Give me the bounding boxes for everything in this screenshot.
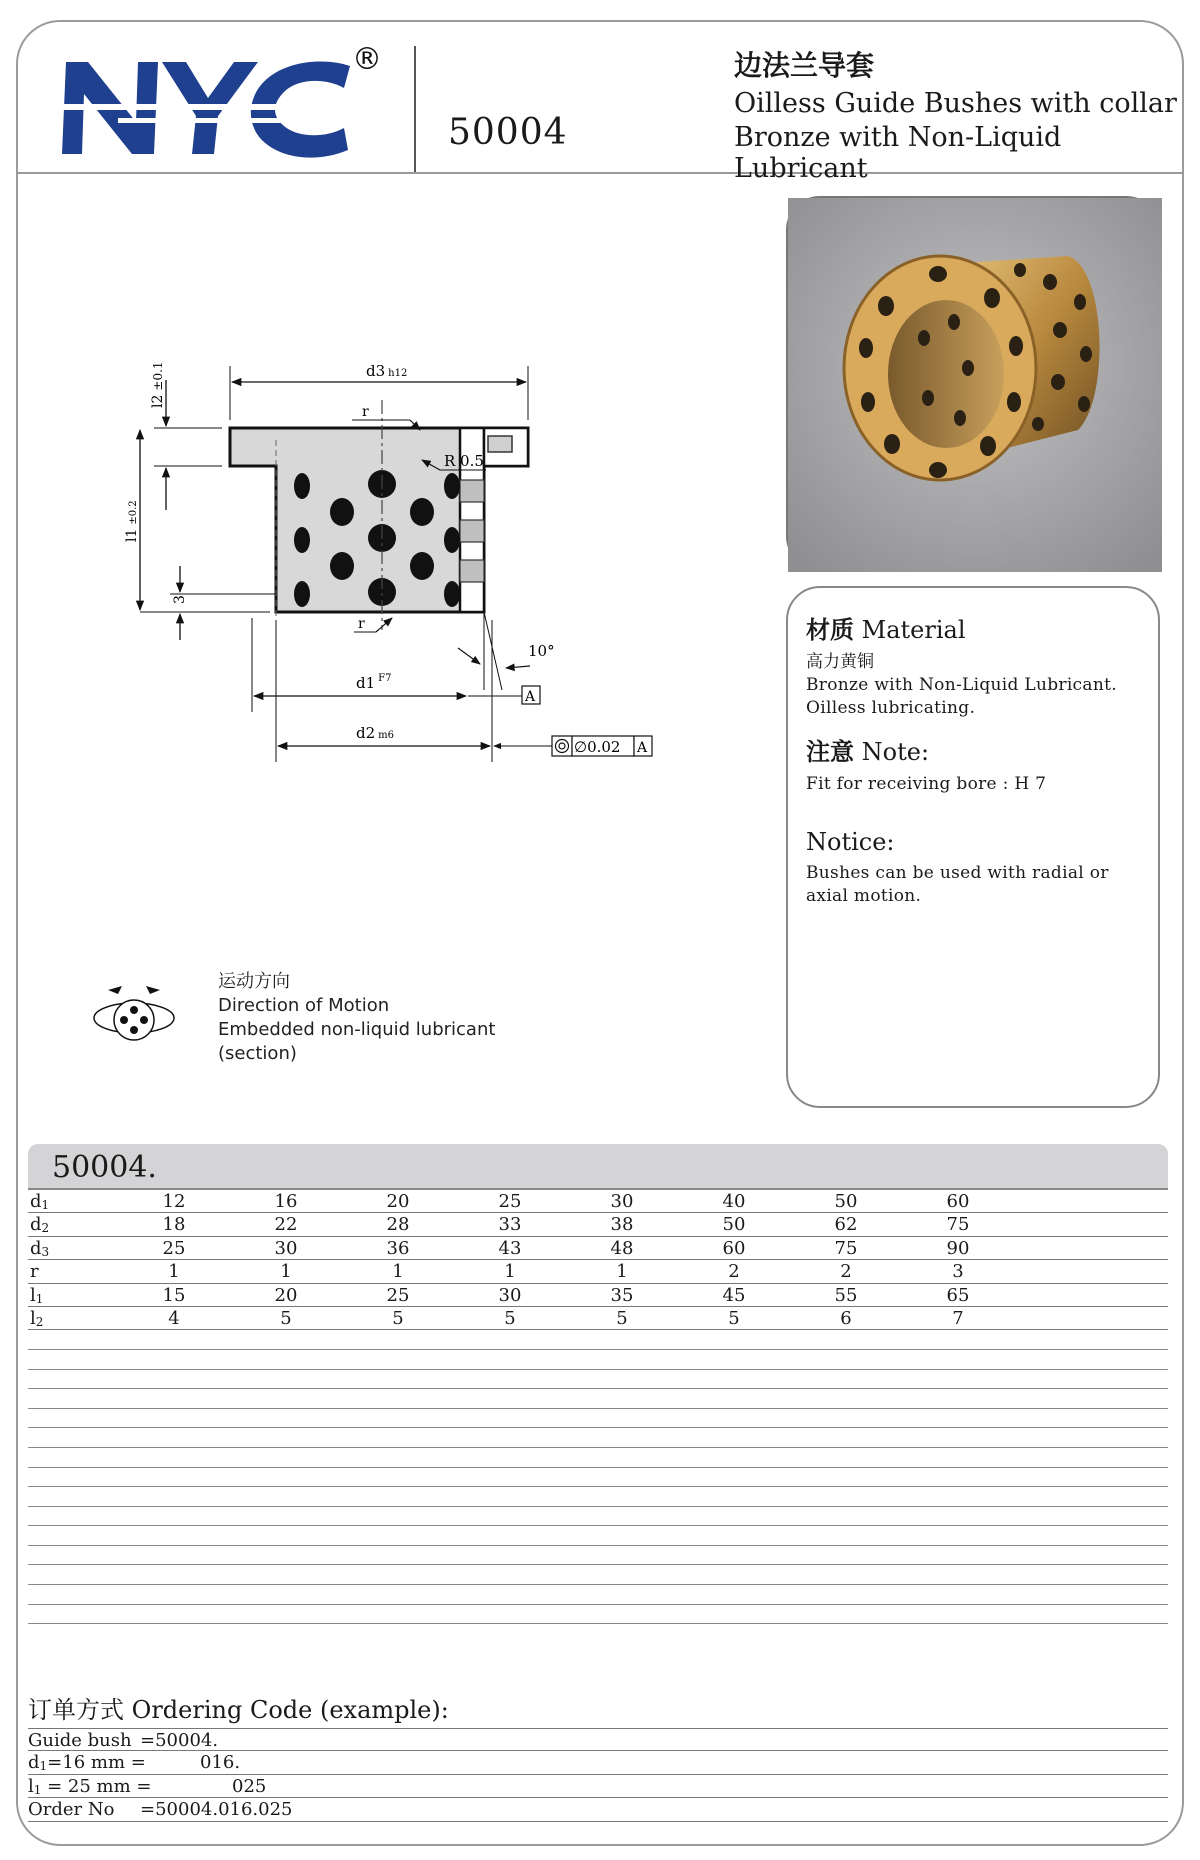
table-row bbox=[28, 1260, 1168, 1283]
table-row-empty bbox=[28, 1605, 1168, 1625]
ordering-title-en: Ordering Code (example): bbox=[131, 1696, 449, 1724]
svg-text:d3h12 bbox=[366, 362, 407, 380]
order-value: 025 bbox=[232, 1775, 267, 1797]
table-cell: 25 bbox=[162, 1237, 186, 1259]
row-label-sub: 3 bbox=[41, 1244, 50, 1259]
table-cell: 36 bbox=[386, 1237, 410, 1259]
dim-l2-tol: ±0.1 bbox=[151, 361, 165, 391]
table-cell: 6 bbox=[840, 1307, 852, 1329]
material-heading-en: Material bbox=[861, 616, 966, 644]
notice-heading: Notice: bbox=[806, 828, 895, 856]
nyc-logo bbox=[58, 58, 358, 158]
table-cell: 43 bbox=[498, 1237, 522, 1259]
table-row-empty bbox=[28, 1565, 1168, 1585]
dim-l2: l2 bbox=[150, 394, 166, 408]
table-cell: 5 bbox=[616, 1307, 628, 1329]
dim-d3-tol: h12 bbox=[388, 368, 408, 379]
table-cell: 12 bbox=[162, 1191, 186, 1212]
order-row bbox=[28, 1751, 1168, 1774]
table-row-empty bbox=[28, 1448, 1168, 1468]
table-cell: 3 bbox=[952, 1261, 964, 1283]
ordering-title-cn: 订单方式 bbox=[28, 1696, 124, 1724]
dim-angle: 10° bbox=[528, 642, 555, 660]
table-title: 50004. bbox=[28, 1144, 1168, 1190]
table-row-empty bbox=[28, 1389, 1168, 1409]
table-cell: 50 bbox=[722, 1214, 746, 1236]
order-key-sub: 1 bbox=[33, 1782, 42, 1797]
concentricity-value: ∅0.02 bbox=[574, 738, 621, 756]
datum-label: A bbox=[525, 689, 536, 705]
order-key-part: =16 mm = bbox=[47, 1752, 146, 1774]
row-label-symbol: d bbox=[30, 1214, 42, 1236]
table-row bbox=[28, 1307, 1168, 1330]
row-label-symbol: l bbox=[30, 1284, 36, 1306]
motion-line2: Embedded non-liquid lubricant bbox=[218, 1019, 496, 1040]
order-row bbox=[28, 1798, 1168, 1821]
motion-cn: 运动方向 bbox=[218, 971, 290, 992]
note-heading bbox=[806, 732, 1142, 767]
dimensions-table bbox=[28, 1144, 1168, 1624]
motion-line1: Direction of Motion bbox=[218, 995, 390, 1016]
table-row-empty bbox=[28, 1428, 1168, 1448]
svg-text:d1F7 bbox=[356, 673, 391, 692]
dim-chamfer: 3 bbox=[172, 595, 188, 604]
table-cell: 2 bbox=[840, 1261, 852, 1283]
table-row-empty bbox=[28, 1409, 1168, 1429]
dim-r-bottom: r bbox=[358, 616, 365, 632]
row-label-sub: 2 bbox=[41, 1221, 50, 1236]
note-heading-cn: 注意 bbox=[806, 738, 854, 766]
row-label-symbol: r bbox=[30, 1261, 39, 1283]
motion-line3: (section) bbox=[218, 1043, 297, 1064]
table-cell: 22 bbox=[274, 1214, 298, 1236]
info-panel bbox=[786, 586, 1160, 1108]
table-cell: 25 bbox=[498, 1191, 522, 1212]
table-cell: 33 bbox=[498, 1214, 522, 1236]
title-english-line2: Bronze with Non-Liquid Lubricant bbox=[734, 122, 1062, 184]
table-row bbox=[28, 1284, 1168, 1307]
dim-d3: d3 bbox=[366, 362, 386, 380]
dim-d1: d1 bbox=[356, 674, 376, 692]
table-cell: 28 bbox=[386, 1214, 410, 1236]
note-desc: Fit for receiving bore : H 7 bbox=[806, 774, 1047, 794]
row-label-sub: 1 bbox=[41, 1198, 50, 1212]
material-heading bbox=[806, 610, 1142, 645]
table-row-empty bbox=[28, 1350, 1168, 1370]
order-value: 016. bbox=[200, 1752, 241, 1774]
table-cell: 5 bbox=[504, 1307, 516, 1329]
table-cell: 4 bbox=[168, 1307, 180, 1329]
table-cell: 30 bbox=[274, 1237, 298, 1259]
table-cell: 1 bbox=[168, 1261, 180, 1283]
table-cell: 35 bbox=[610, 1284, 634, 1306]
table-row-empty bbox=[28, 1468, 1168, 1488]
product-photo bbox=[786, 196, 1160, 570]
table-row-empty bbox=[28, 1330, 1168, 1350]
dim-d2: d2 bbox=[356, 724, 376, 742]
dim-l1-tol: ±0.2 bbox=[128, 500, 139, 525]
order-row bbox=[28, 1775, 1168, 1798]
table-row-empty bbox=[28, 1546, 1168, 1566]
table-cell: 5 bbox=[280, 1307, 292, 1329]
table-cell: 5 bbox=[728, 1307, 740, 1329]
table-row-empty bbox=[28, 1526, 1168, 1546]
svg-text:d2m6 bbox=[356, 724, 394, 742]
table-cell: 60 bbox=[722, 1237, 746, 1259]
ordering-code-table bbox=[28, 1728, 1168, 1822]
table-cell: 7 bbox=[952, 1307, 964, 1329]
table-cell: 25 bbox=[386, 1284, 410, 1306]
order-key: Guide bush bbox=[28, 1730, 132, 1751]
table-cell: 1 bbox=[616, 1261, 628, 1283]
table-row-empty bbox=[28, 1507, 1168, 1527]
table-cell: 15 bbox=[162, 1284, 186, 1306]
order-value: =50004.016.025 bbox=[140, 1799, 293, 1821]
motion-direction-icon bbox=[88, 980, 184, 1050]
row-label-sub: 2 bbox=[35, 1314, 44, 1329]
table-cell: 38 bbox=[610, 1214, 634, 1236]
order-value: =50004. bbox=[140, 1730, 219, 1751]
note-heading-en: Note: bbox=[861, 738, 930, 766]
table-row-empty bbox=[28, 1370, 1168, 1390]
table-cell: 20 bbox=[386, 1191, 410, 1212]
order-key-part: = 25 mm = bbox=[41, 1775, 152, 1797]
order-key-part: d bbox=[28, 1752, 40, 1774]
title-chinese: 边法兰导套 bbox=[734, 49, 875, 82]
table-row-empty bbox=[28, 1487, 1168, 1507]
row-label-symbol: d bbox=[30, 1237, 42, 1259]
row-label-sub: 1 bbox=[35, 1291, 44, 1306]
dim-l1: l1 bbox=[124, 528, 140, 542]
material-heading-cn: 材质 bbox=[806, 616, 854, 644]
dim-r-top: r bbox=[362, 404, 369, 420]
table-cell: 40 bbox=[722, 1191, 746, 1212]
table-cell: 18 bbox=[162, 1214, 186, 1236]
table-cell: 50 bbox=[834, 1191, 858, 1212]
notice-desc-1: Bushes can be used with radial or bbox=[806, 863, 1109, 883]
dim-d1-tol: F7 bbox=[378, 673, 392, 684]
order-key-sub: 1 bbox=[39, 1759, 48, 1774]
table-cell: 2 bbox=[728, 1261, 740, 1283]
table-cell: 60 bbox=[946, 1191, 970, 1212]
table-cell: 48 bbox=[610, 1237, 634, 1259]
order-key: Order No bbox=[28, 1799, 115, 1821]
table-cell: 16 bbox=[274, 1191, 298, 1212]
table-cell: 20 bbox=[274, 1284, 298, 1306]
ordering-title bbox=[28, 1690, 449, 1725]
material-desc-cn: 高力黄铜 bbox=[806, 652, 874, 672]
table-cell: 65 bbox=[946, 1284, 970, 1306]
table-row bbox=[28, 1237, 1168, 1260]
table-cell: 1 bbox=[280, 1261, 292, 1283]
material-desc-1: Bronze with Non-Liquid Lubricant. bbox=[806, 675, 1117, 695]
order-key-part: l bbox=[28, 1775, 34, 1797]
dim-radius: R 0.5 bbox=[444, 452, 484, 470]
table-cell: 90 bbox=[946, 1237, 970, 1259]
table-cell: 75 bbox=[946, 1214, 970, 1236]
row-label-symbol: d bbox=[30, 1191, 42, 1212]
table-cell: 75 bbox=[834, 1237, 858, 1259]
registered-mark: ® bbox=[352, 42, 382, 77]
table-cell: 30 bbox=[498, 1284, 522, 1306]
order-row bbox=[28, 1728, 1168, 1751]
concentricity-datum: A bbox=[637, 740, 648, 756]
table-cell: 1 bbox=[504, 1261, 516, 1283]
table-cell: 1 bbox=[392, 1261, 404, 1283]
table-row bbox=[28, 1190, 1168, 1213]
table-cell: 45 bbox=[722, 1284, 746, 1306]
table-row bbox=[28, 1213, 1168, 1236]
table-cell: 5 bbox=[392, 1307, 404, 1329]
table-row-empty bbox=[28, 1585, 1168, 1605]
catalog-number: 50004 bbox=[448, 112, 568, 153]
material-desc-2: Oilless lubricating. bbox=[806, 698, 976, 718]
table-cell: 30 bbox=[610, 1191, 634, 1212]
dim-d2-tol: m6 bbox=[378, 730, 395, 741]
row-label-symbol: l bbox=[30, 1307, 36, 1329]
motion-legend bbox=[218, 970, 495, 1066]
table-cell: 55 bbox=[834, 1284, 858, 1306]
technical-drawing bbox=[124, 330, 690, 810]
table-cell: 62 bbox=[834, 1214, 858, 1236]
header-vertical-divider bbox=[414, 46, 416, 172]
notice-desc-2: axial motion. bbox=[806, 886, 922, 906]
svg-text:l2±0.1 bbox=[150, 361, 166, 408]
title-english-line1: Oilless Guide Bushes with collar bbox=[734, 88, 1177, 119]
